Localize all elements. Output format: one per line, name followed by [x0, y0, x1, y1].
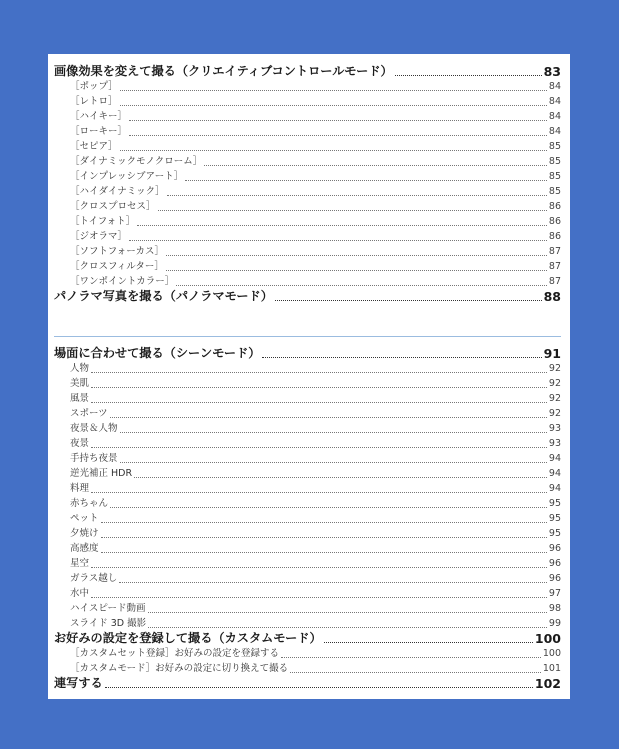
toc-item[interactable]: ［クロスプロセス］ 86 — [70, 201, 561, 212]
toc-item[interactable]: ［セピア］ 85 — [70, 141, 561, 152]
toc-item[interactable]: ［カスタムセット登録］お好みの設定を登録する 100 — [70, 648, 561, 659]
toc-item[interactable]: ［ハイダイナミック］ 85 — [70, 186, 561, 197]
toc-heading-burst[interactable]: 連写する 102 — [54, 676, 561, 691]
toc-item[interactable]: 赤ちゃん 95 — [70, 498, 561, 509]
toc-item[interactable]: ハイスピード動画 98 — [70, 603, 561, 614]
toc-item[interactable]: 人物 92 — [70, 363, 561, 374]
toc-item[interactable]: 風景 92 — [70, 393, 561, 404]
toc-page — [48, 54, 570, 699]
toc-item[interactable]: ［カスタムモード］お好みの設定に切り換えて撮る 101 — [70, 663, 561, 674]
toc-item[interactable]: 逆光補正 HDR 94 — [70, 468, 561, 479]
toc-item[interactable]: 手持ち夜景 94 — [70, 453, 561, 464]
toc-heading-custom-mode[interactable]: お好みの設定を登録して撮る（カスタムモード） 100 — [54, 631, 561, 646]
toc-item[interactable]: ［レトロ］ 84 — [70, 96, 561, 107]
toc-block-scene — [54, 346, 561, 691]
toc-item[interactable]: 高感度 96 — [70, 543, 561, 554]
toc-heading-panorama[interactable]: パノラマ写真を撮る（パノラマモード） 88 — [54, 289, 561, 304]
toc-item[interactable]: ガラス越し 96 — [70, 573, 561, 584]
toc-item[interactable]: ［クロスフィルター］ 87 — [70, 261, 561, 272]
section-divider — [54, 336, 561, 337]
toc-item[interactable]: スライド 3D 撮影 99 — [70, 618, 561, 629]
toc-item[interactable]: ［トイフォト］ 86 — [70, 216, 561, 227]
toc-item[interactable]: ［ワンポイントカラー］ 87 — [70, 276, 561, 287]
toc-item[interactable]: ［ダイナミックモノクローム］ 85 — [70, 156, 561, 167]
toc-heading-scene-mode[interactable]: 場面に合わせて撮る（シーンモード） 91 — [54, 346, 561, 361]
toc-item[interactable]: ［ローキー］ 84 — [70, 126, 561, 137]
toc-item[interactable]: 料理 94 — [70, 483, 561, 494]
toc-block-creative — [54, 64, 561, 304]
toc-item[interactable]: ペット 95 — [70, 513, 561, 524]
toc-item[interactable]: 水中 97 — [70, 588, 561, 599]
toc-item[interactable]: 夕焼け 95 — [70, 528, 561, 539]
toc-item[interactable]: ［インプレッシブアート］ 85 — [70, 171, 561, 182]
toc-item[interactable]: ［ソフトフォーカス］ 87 — [70, 246, 561, 257]
toc-heading-creative-control[interactable]: 画像効果を変えて撮る（クリエイティブコントロールモード） 83 — [54, 64, 561, 79]
toc-item[interactable]: 星空 96 — [70, 558, 561, 569]
toc-item[interactable]: 夜景＆人物 93 — [70, 423, 561, 434]
toc-item[interactable]: ［ポップ］ 84 — [70, 81, 561, 92]
toc-item[interactable]: ［ハイキー］ 84 — [70, 111, 561, 122]
toc-item[interactable]: 美肌 92 — [70, 378, 561, 389]
toc-item[interactable]: 夜景 93 — [70, 438, 561, 449]
toc-item[interactable]: ［ジオラマ］ 86 — [70, 231, 561, 242]
toc-item[interactable]: スポーツ 92 — [70, 408, 561, 419]
